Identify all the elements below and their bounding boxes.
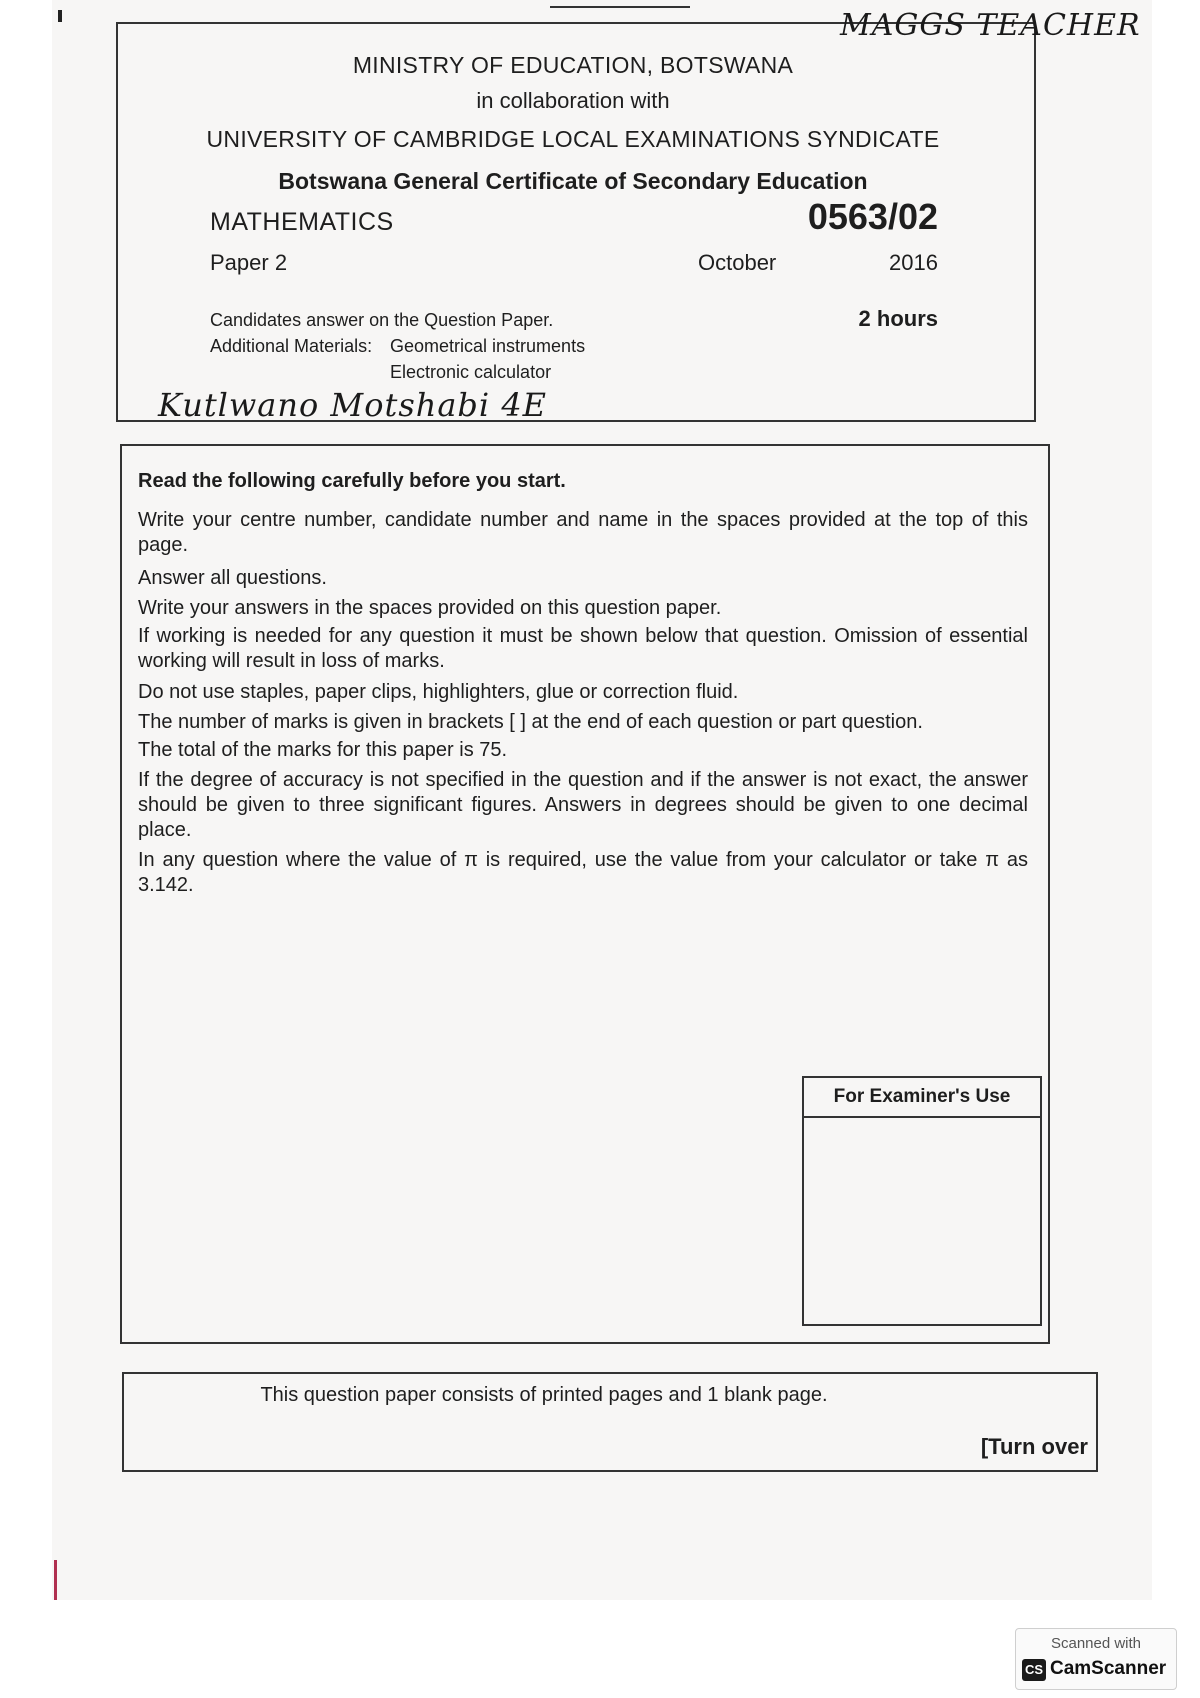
- exam-year: 2016: [889, 250, 938, 275]
- instructions-title: Read the following carefully before you start.: [138, 470, 566, 492]
- instruction-paragraph: The total of the marks for this paper is 75.: [138, 739, 508, 761]
- subject-title: MATHEMATICS: [210, 208, 394, 236]
- camscanner-logo-icon: CS: [1022, 1659, 1046, 1681]
- instruction-paragraph: If working is needed for any question it must be shown below that question. Omission of essential working will result in loss of marks.: [138, 625, 1028, 672]
- instruction-paragraph: The number of marks is given in brackets [ ] at the end of each question or part question.: [138, 711, 923, 733]
- handwritten-candidate-name: Kutlwano Motshabi 4E: [158, 386, 548, 424]
- instructions-box: [120, 444, 1050, 1344]
- scan-artifact: [58, 10, 62, 22]
- instruction-paragraph: Answer all questions.: [138, 567, 327, 589]
- pages-note: This question paper consists of printed pages and 1 blank page.: [260, 1384, 828, 1406]
- certificate-title: Botswana General Certificate of Secondary Education: [278, 168, 868, 194]
- ministry-title: MINISTRY OF EDUCATION, BOTSWANA: [352, 52, 794, 78]
- examiner-use-title: For Examiner's Use: [804, 1078, 1040, 1118]
- camscanner-watermark: [1015, 1628, 1177, 1690]
- examiner-use-box: [802, 1076, 1042, 1326]
- scanned-with-label: Scanned with: [1050, 1635, 1142, 1652]
- additional-material-item: Geometrical instruments: [390, 336, 586, 356]
- instruction-paragraph: If the degree of accuracy is not specified in the question and if the answer is not exact, the answer should be given to three significant figures. Answers in degrees should be given to one decimal place.: [138, 769, 1028, 841]
- candidates-note: Candidates answer on the Question Paper.: [210, 310, 554, 330]
- top-scribble: [550, 0, 690, 8]
- paper-code: 0563/02: [807, 196, 938, 237]
- additional-material-item: Electronic calculator: [390, 362, 552, 382]
- scan-artifact: [54, 1560, 57, 1600]
- instruction-paragraph: Write your centre number, candidate number and name in the spaces provided at the top of this page.: [138, 509, 1028, 556]
- handwritten-note: MAGGS TEACHER: [840, 8, 1141, 43]
- syndicate-title: UNIVERSITY OF CAMBRIDGE LOCAL EXAMINATIONS SYNDICATE: [206, 126, 940, 152]
- instruction-paragraph: Do not use staples, paper clips, highlighters, glue or correction fluid.: [138, 681, 739, 703]
- turn-over-label: [Turn over: [980, 1434, 1088, 1459]
- paper-number: Paper 2: [210, 250, 288, 275]
- instruction-paragraph: In any question where the value of π is required, use the value from your calculator or take π as 3.142.: [138, 849, 1028, 896]
- exam-duration: 2 hours: [858, 306, 938, 331]
- cover-header-box: [116, 22, 1036, 422]
- additional-materials-label: Additional Materials:: [210, 336, 373, 356]
- exam-session: October: [698, 250, 777, 275]
- footer-box: [122, 1372, 1098, 1472]
- camscanner-name: CamScanner: [1050, 1658, 1167, 1679]
- collaboration-line: in collaboration with: [476, 88, 670, 113]
- instruction-paragraph: Write your answers in the spaces provided on this question paper.: [138, 597, 722, 619]
